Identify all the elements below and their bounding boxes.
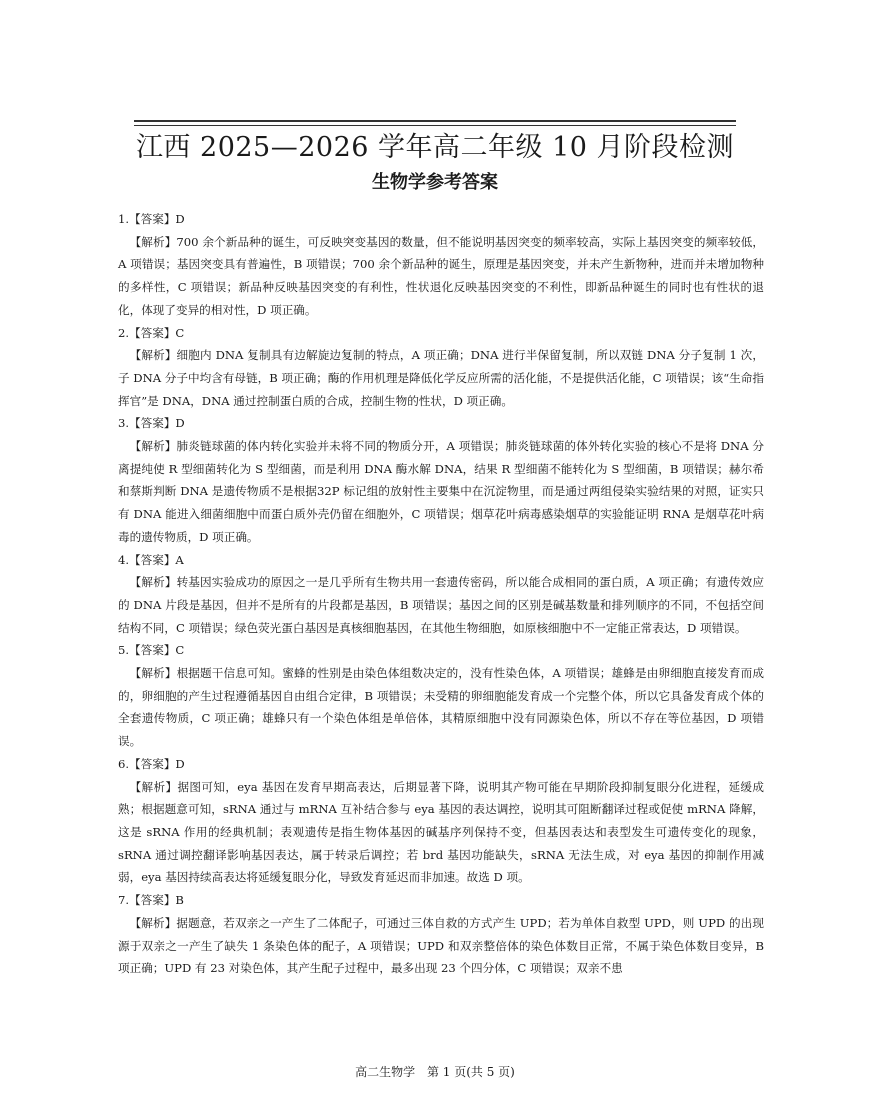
answer-item-1 (118, 208, 764, 322)
answer-item-3 (118, 412, 764, 548)
answer-explanation: 【解析】转基因实验成功的原因之一是几乎所有生物共用一套遗传密码，所以能合成相同的蛋白质，A 项正确；有遗传效应的 DNA 片段是基因，但并不是所有的片段都是基因，B 项错误；基因之间的区别是碱基数量和排列顺序的不同，不包括空间结构不同，C 项错误；绿色荧光蛋白基因是真核细胞基因，在其他生物细胞，如原核细胞中不一定能正常表达，D 项错误。 (118, 575, 764, 635)
header-rule-thin (134, 125, 736, 126)
answer-label: 5.【答案】C (118, 643, 185, 658)
answer-label: 2.【答案】C (118, 325, 185, 340)
answer-label: 4.【答案】A (118, 552, 184, 567)
answer-explanation: 【解析】肺炎链球菌的体内转化实验并未将不同的物质分开，A 项错误；肺炎链球菌的体外转化实验的核心不是将 DNA 分离提纯使 R 型细菌转化为 S 型细菌，而是利用 DNA 酶水解 DNA，结果 R 型细菌不能转化为 S 型细菌，B 项错误；赫尔希和蔡斯判断 DNA 是遗传物质不是根据32P 标记组的放射性主要集中在沉淀物里，而是通过两组侵染实验结果的对照，证实只有 DNA 能进入细菌细胞中而蛋白质外壳仍留在细胞外，C 项错误；烟草花叶病毒感染烟草的实验能证明 RNA 是烟草花叶病毒的遗传物质，D 项正确。 (118, 439, 764, 544)
footer-subject: 高二生物学 (355, 1065, 416, 1079)
answer-explanation: 【解析】据题意，若双亲之一产生了二体配子，可通过三体自救的方式产生 UPD；若为单体自救型 UPD，则 UPD 的出现源于双亲之一产生了缺失 1 条染色体的配子，A 项错误；UPD 和双亲整倍体的染色体数目正常，不属于染色体数目变异，B 项正确；UPD 有 23 对染色体，其产生配子过程中，最多出现 23 个四分体，C 项错误；双亲不患 (118, 915, 764, 976)
document-subtitle: 生物学参考答案 (372, 172, 498, 193)
footer-page-number: 第 1 页(共 5 页) (426, 1065, 515, 1079)
answer-label: 1.【答案】D (118, 212, 185, 226)
answer-explanation: 【解析】据图可知，eya 基因在发育早期高表达，后期显著下降，说明其产物可能在早期阶段抑制复眼分化进程，延缓成熟；根据题意可知，sRNA 通过与 mRNA 互补结合参与 eya 基因的表达调控，说明其可阻断翻译过程或促使 mRNA 降解，这是 sRNA 作用的经典机制；表观遗传是指生物体基因的碱基序列保持不变，但基因表达和表型发生可遗传变化的现象，sRNA 通过调控翻译影响基因表达，属于转录后调控；若 brd 基因功能缺失，sRNA 无法生成，对 eya 基因的抑制作用减弱，eya 基因持续高表达将延缓复眼分化，导致发育延迟而非加速。故选 D 项。 (118, 779, 764, 885)
answer-item-5 (118, 639, 764, 753)
header-rule-thick (134, 120, 736, 122)
answer-item-6 (118, 753, 764, 889)
answer-explanation: 【解析】700 余个新品种的诞生，可反映突变基因的数量，但不能说明基因突变的频率较高，实际上基因突变的频率较低，A 项错误；基因突变具有普遍性，B 项错误；700 余个新品种的诞生，原理是基因突变，并未产生新物种，进而并未增加物种的多样性，C 项错误；新品种反映基因突变的有利性，性状退化反映基因突变的不利性，即新品种诞生的同时也有性状的退化，体现了变异的相对性，D 项正确。 (118, 234, 764, 317)
document-title: 江西 2025—2026 学年高二年级 10 月阶段检测 (135, 132, 735, 163)
page-footer (0, 1062, 870, 1082)
answer-explanation: 【解析】细胞内 DNA 复制具有边解旋边复制的特点，A 项正确；DNA 进行半保留复制，所以双链 DNA 分子复制 1 次，子 DNA 分子中均含有母链，B 项正确；酶的作用机理是降低化学反应所需的活化能，不是提供活化能，C 项错误；该“生命指挥官”是 DNA，DNA 通过控制蛋白质的合成，控制生物的性状，D 项正确。 (118, 348, 764, 408)
answer-label: 6.【答案】D (118, 756, 185, 771)
answer-item-4 (118, 549, 764, 640)
answer-list (118, 208, 764, 980)
answer-label: 7.【答案】B (118, 893, 184, 908)
answer-label: 3.【答案】D (118, 416, 185, 431)
answer-item-7 (118, 889, 764, 980)
answer-item-2 (118, 322, 764, 413)
answer-explanation: 【解析】根据题干信息可知。蜜蜂的性别是由染色体组数决定的，没有性染色体，A 项错误；雄蜂是由卵细胞直接发育而成的，卵细胞的产生过程遵循基因自由组合定律，B 项错误；未受精的卵细胞能发育成一个完整个体，所以它具备发育成个体的全套遗传物质，C 项正确；雄蜂只有一个染色体组是单倍体，其精原细胞中没有同源染色体，所以不存在等位基因，D 项错误。 (118, 666, 764, 749)
